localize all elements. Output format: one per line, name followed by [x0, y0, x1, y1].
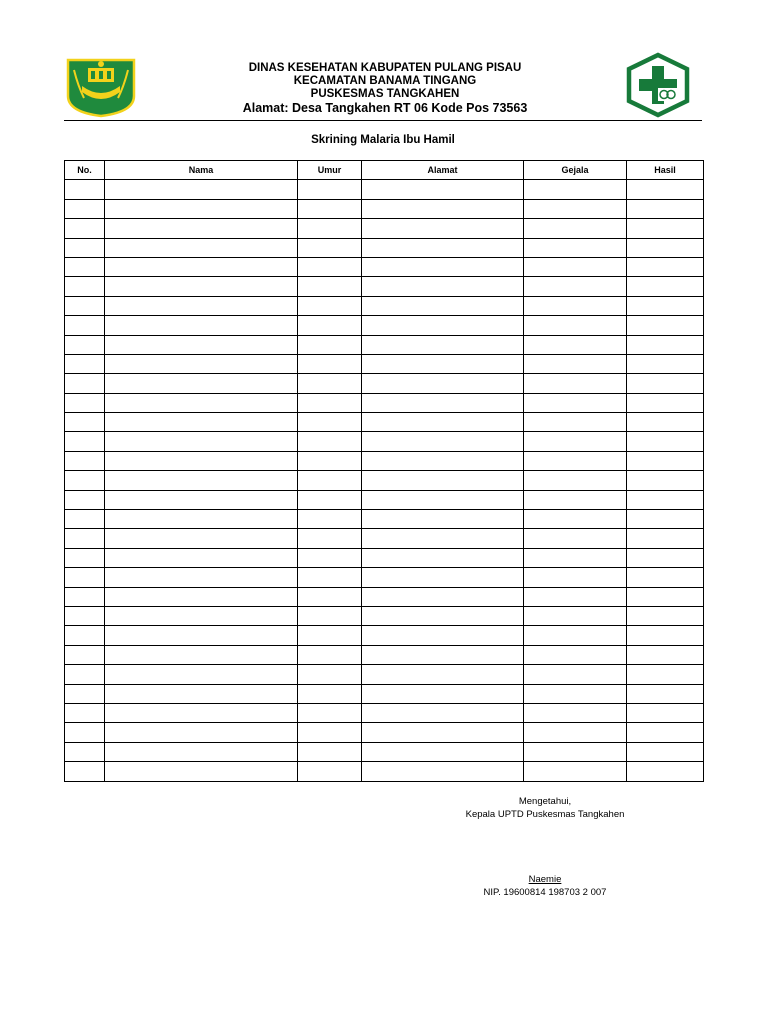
table-cell: [65, 762, 105, 781]
table-cell: [105, 451, 298, 470]
letterhead: [160, 62, 610, 115]
table-cell: [298, 277, 362, 296]
table-cell: [362, 762, 524, 781]
table-row: [65, 180, 704, 199]
table-cell: [298, 684, 362, 703]
table-cell: [65, 490, 105, 509]
table-cell: [105, 723, 298, 742]
table-cell: [65, 529, 105, 548]
table-cell: [65, 568, 105, 587]
clinic-name: PUSKESMAS TANGKAHEN: [310, 88, 460, 100]
table-cell: [627, 606, 704, 625]
table-cell: [105, 277, 298, 296]
table-cell: [362, 374, 524, 393]
table-cell: [627, 451, 704, 470]
table-cell: [627, 645, 704, 664]
table-body: [65, 180, 704, 781]
table-cell: [524, 296, 627, 315]
regency-emblem-icon: [64, 56, 138, 118]
col-header-alamat: Alamat: [362, 161, 524, 180]
table-cell: [298, 432, 362, 451]
table-cell: [362, 568, 524, 587]
table-cell: [524, 471, 627, 490]
table-cell: [524, 199, 627, 218]
table-cell: [627, 393, 704, 412]
table-cell: [627, 490, 704, 509]
table-cell: [524, 568, 627, 587]
table-cell: [524, 626, 627, 645]
table-cell: [524, 703, 627, 722]
table-cell: [627, 316, 704, 335]
table-cell: [524, 665, 627, 684]
table-cell: [524, 219, 627, 238]
table-cell: [627, 199, 704, 218]
table-cell: [105, 606, 298, 625]
table-cell: [362, 296, 524, 315]
table-cell: [298, 451, 362, 470]
table-cell: [627, 626, 704, 645]
table-row: [65, 762, 704, 781]
table-cell: [65, 296, 105, 315]
table-cell: [627, 180, 704, 199]
table-cell: [298, 568, 362, 587]
table-cell: [362, 490, 524, 509]
puskesmas-cross-icon: [624, 52, 692, 118]
address: Alamat: Desa Tangkahen RT 06 Kode Pos 73563: [242, 101, 528, 115]
table-cell: [65, 180, 105, 199]
table-cell: [105, 510, 298, 529]
table-cell: [105, 432, 298, 451]
table-cell: [65, 742, 105, 761]
table-cell: [524, 490, 627, 509]
table-cell: [524, 393, 627, 412]
table-cell: [362, 723, 524, 742]
table-cell: [298, 626, 362, 645]
table-row: [65, 238, 704, 257]
table-cell: [105, 354, 298, 373]
table-cell: [627, 238, 704, 257]
table-cell: [524, 606, 627, 625]
table-cell: [627, 529, 704, 548]
table-row: [65, 354, 704, 373]
table-cell: [362, 548, 524, 567]
table-cell: [627, 413, 704, 432]
table-cell: [627, 277, 704, 296]
table-cell: [105, 762, 298, 781]
table-cell: [65, 219, 105, 238]
table-cell: [65, 548, 105, 567]
table-cell: [65, 626, 105, 645]
table-cell: [298, 665, 362, 684]
table-cell: [524, 510, 627, 529]
table-row: [65, 703, 704, 722]
table-cell: [298, 490, 362, 509]
table-cell: [627, 219, 704, 238]
table-cell: [362, 335, 524, 354]
table-cell: [65, 665, 105, 684]
table-cell: [105, 645, 298, 664]
table-cell: [298, 393, 362, 412]
table-cell: [298, 587, 362, 606]
table-cell: [362, 277, 524, 296]
table-cell: [105, 393, 298, 412]
table-row: [65, 529, 704, 548]
table-cell: [298, 180, 362, 199]
table-cell: [524, 529, 627, 548]
table-cell: [524, 451, 627, 470]
table-row: [65, 316, 704, 335]
table-cell: [298, 529, 362, 548]
table-cell: [524, 645, 627, 664]
table-row: [65, 742, 704, 761]
table-cell: [627, 471, 704, 490]
table-cell: [362, 645, 524, 664]
agency-name: DINAS KESEHATAN KABUPATEN PULANG PISAU: [248, 62, 522, 74]
table-row: [65, 490, 704, 509]
table-cell: [362, 432, 524, 451]
table-cell: [524, 723, 627, 742]
table-cell: [65, 316, 105, 335]
table-cell: [627, 354, 704, 373]
table-cell: [105, 490, 298, 509]
table-cell: [627, 723, 704, 742]
table-cell: [298, 548, 362, 567]
signatory-name: Naemie: [528, 874, 562, 885]
table-cell: [298, 723, 362, 742]
table-cell: [105, 568, 298, 587]
table-cell: [362, 684, 524, 703]
table-row: [65, 626, 704, 645]
table-cell: [65, 703, 105, 722]
table-cell: [105, 665, 298, 684]
table-cell: [524, 413, 627, 432]
table-cell: [105, 316, 298, 335]
table-cell: [65, 199, 105, 218]
table-header-row: [65, 161, 704, 180]
table-cell: [524, 354, 627, 373]
table-cell: [105, 703, 298, 722]
table-cell: [105, 296, 298, 315]
table-cell: [627, 335, 704, 354]
table-cell: [362, 451, 524, 470]
table-cell: [298, 742, 362, 761]
table-cell: [105, 199, 298, 218]
table-row: [65, 665, 704, 684]
table-cell: [362, 219, 524, 238]
table-cell: [524, 257, 627, 276]
table-row: [65, 568, 704, 587]
col-header-hasil: Hasil: [627, 161, 704, 180]
table-cell: [298, 354, 362, 373]
table-cell: [298, 471, 362, 490]
table-cell: [298, 257, 362, 276]
table-cell: [362, 316, 524, 335]
table-cell: [362, 413, 524, 432]
table-cell: [65, 354, 105, 373]
table-cell: [65, 587, 105, 606]
table-cell: [362, 587, 524, 606]
table-cell: [105, 219, 298, 238]
table-cell: [524, 762, 627, 781]
table-cell: [524, 277, 627, 296]
table-row: [65, 393, 704, 412]
table-cell: [65, 432, 105, 451]
header-divider: [64, 120, 702, 121]
table-cell: [362, 665, 524, 684]
table-cell: [298, 510, 362, 529]
table-cell: [65, 393, 105, 412]
table-row: [65, 451, 704, 470]
table-cell: [524, 335, 627, 354]
col-header-no: No.: [65, 161, 105, 180]
table-cell: [298, 606, 362, 625]
table-cell: [627, 742, 704, 761]
table-row: [65, 296, 704, 315]
table-cell: [298, 374, 362, 393]
table-cell: [105, 413, 298, 432]
table-cell: [298, 645, 362, 664]
table-cell: [627, 296, 704, 315]
table-cell: [298, 762, 362, 781]
table-cell: [298, 199, 362, 218]
table-cell: [627, 665, 704, 684]
table-cell: [65, 413, 105, 432]
table-cell: [105, 180, 298, 199]
screening-table: [64, 160, 704, 782]
table-cell: [362, 703, 524, 722]
table-cell: [65, 374, 105, 393]
table-cell: [627, 257, 704, 276]
table-cell: [524, 684, 627, 703]
table-row: [65, 510, 704, 529]
table-row: [65, 277, 704, 296]
table-cell: [627, 703, 704, 722]
table-cell: [362, 626, 524, 645]
table-row: [65, 199, 704, 218]
table-cell: [105, 548, 298, 567]
table-row: [65, 413, 704, 432]
table-cell: [65, 723, 105, 742]
table-cell: [65, 684, 105, 703]
table-cell: [524, 316, 627, 335]
table-cell: [627, 568, 704, 587]
table-cell: [524, 374, 627, 393]
table-cell: [627, 587, 704, 606]
table-cell: [298, 219, 362, 238]
table-cell: [298, 238, 362, 257]
table-cell: [105, 742, 298, 761]
table-cell: [524, 180, 627, 199]
table-cell: [65, 257, 105, 276]
table-cell: [627, 762, 704, 781]
table-cell: [524, 742, 627, 761]
table-cell: [105, 257, 298, 276]
table-cell: [362, 606, 524, 625]
table-cell: [362, 471, 524, 490]
table-cell: [105, 587, 298, 606]
table-cell: [65, 238, 105, 257]
table-row: [65, 684, 704, 703]
table-cell: [362, 180, 524, 199]
table-cell: [65, 606, 105, 625]
table-row: [65, 606, 704, 625]
table-row: [65, 374, 704, 393]
table-cell: [362, 742, 524, 761]
table-cell: [105, 626, 298, 645]
table-cell: [105, 374, 298, 393]
table-cell: [524, 548, 627, 567]
table-cell: [105, 335, 298, 354]
signatory-position: Kepala UPTD Puskesmas Tangkahen: [465, 809, 625, 820]
acknowledgement-label: Mengetahui,: [518, 796, 572, 807]
table-cell: [105, 684, 298, 703]
table-cell: [298, 413, 362, 432]
table-cell: [362, 529, 524, 548]
table-cell: [627, 548, 704, 567]
table-cell: [298, 316, 362, 335]
table-cell: [627, 684, 704, 703]
col-header-umur: Umur: [298, 161, 362, 180]
table-cell: [627, 374, 704, 393]
table-cell: [105, 529, 298, 548]
table-cell: [524, 587, 627, 606]
table-cell: [65, 451, 105, 470]
table-cell: [524, 432, 627, 451]
table-cell: [362, 354, 524, 373]
table-cell: [105, 471, 298, 490]
table-row: [65, 335, 704, 354]
table-cell: [362, 199, 524, 218]
table-cell: [65, 645, 105, 664]
table-cell: [298, 703, 362, 722]
district-name: KECAMATAN BANAMA TINGANG: [293, 75, 477, 87]
table-cell: [627, 432, 704, 451]
table-cell: [105, 238, 298, 257]
table-cell: [65, 510, 105, 529]
table-cell: [627, 510, 704, 529]
table-row: [65, 471, 704, 490]
col-header-nama: Nama: [105, 161, 298, 180]
table-row: [65, 645, 704, 664]
table-cell: [362, 510, 524, 529]
table-cell: [65, 277, 105, 296]
table-cell: [362, 257, 524, 276]
table-cell: [362, 393, 524, 412]
table-cell: [362, 238, 524, 257]
form-title: Skrining Malaria Ibu Hamil: [311, 134, 455, 146]
table-cell: [524, 238, 627, 257]
col-header-gejala: Gejala: [524, 161, 627, 180]
table-row: [65, 587, 704, 606]
table-row: [65, 723, 704, 742]
signatory-nip: NIP. 19600814 198703 2 007: [483, 887, 607, 898]
table-row: [65, 219, 704, 238]
table-row: [65, 548, 704, 567]
table-cell: [65, 335, 105, 354]
table-row: [65, 432, 704, 451]
table-cell: [298, 296, 362, 315]
table-row: [65, 257, 704, 276]
table-cell: [65, 471, 105, 490]
table-cell: [298, 335, 362, 354]
